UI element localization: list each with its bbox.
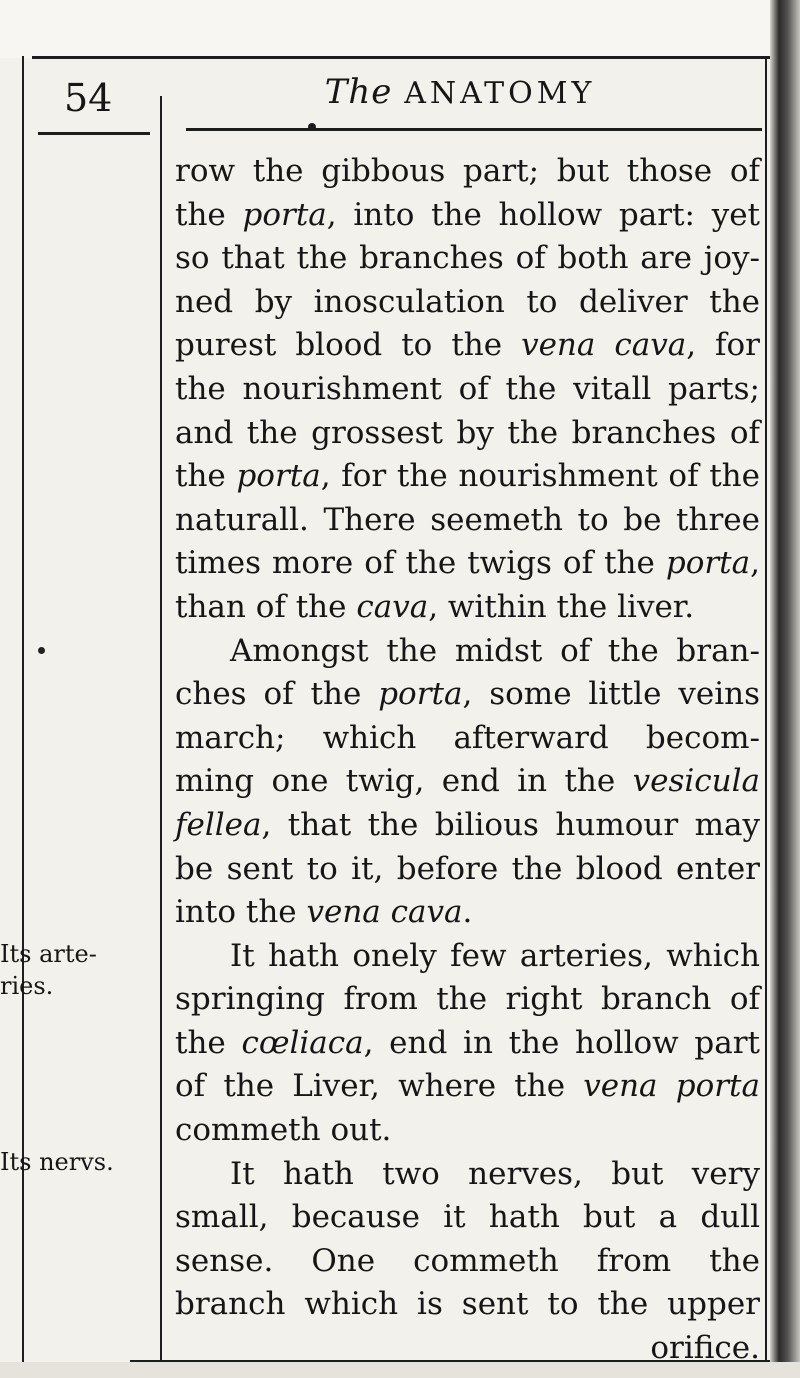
text-segment: the nourishment of the vitall parts;	[175, 370, 760, 407]
body-text	[175, 150, 760, 1371]
text-segment: .	[462, 894, 473, 931]
text-segment: purest blood to the	[175, 327, 522, 364]
text-line	[175, 891, 760, 935]
text-segment: , within the liver.	[428, 588, 695, 625]
text-segment: and the grossest by the branches of	[175, 414, 760, 451]
italic-term: cava	[356, 588, 429, 625]
text-segment: , for the nourishment of the	[320, 458, 760, 495]
margin-note-line: Its nervs.	[0, 1148, 114, 1176]
italic-term: vena cava	[306, 894, 463, 931]
margin-note-nerves	[0, 1146, 150, 1178]
text-segment: springing from the right branch of	[175, 981, 760, 1018]
text-line	[175, 1283, 760, 1327]
italic-term: cœliaca	[241, 1024, 364, 1061]
running-head	[170, 72, 750, 112]
text-segment: ches of the	[175, 676, 379, 713]
text-segment: the	[175, 196, 243, 233]
ink-blot	[38, 647, 45, 654]
paper-top-margin	[0, 0, 800, 58]
text-line	[175, 281, 760, 325]
page-number: 54	[64, 76, 113, 120]
text-segment: , some little veins	[462, 676, 760, 713]
text-line	[175, 324, 760, 368]
text-segment: sense. One commeth from the	[175, 1242, 760, 1279]
running-head-title: ANATOMY	[404, 76, 596, 111]
text-line	[175, 1109, 760, 1153]
margin-column-rule	[160, 96, 162, 1360]
running-head-article: The	[324, 72, 393, 112]
italic-term: vena porta	[583, 1068, 760, 1105]
text-segment: ming one twig, end in the	[175, 763, 633, 800]
text-line	[175, 630, 760, 674]
text-segment: march; which afterward becom-	[175, 719, 760, 756]
text-segment: , for	[686, 327, 760, 364]
text-segment: than of the	[175, 588, 357, 625]
text-line	[175, 499, 760, 543]
text-line	[175, 1022, 760, 1066]
italic-term: fellea	[175, 806, 262, 843]
text-line	[175, 1153, 760, 1197]
text-segment: naturall. There seemeth to be three	[175, 501, 760, 538]
text-segment: It hath onely few arteries, which	[230, 937, 760, 974]
text-line	[175, 586, 760, 630]
text-segment: the	[175, 1024, 242, 1061]
italic-term: porta	[236, 458, 321, 495]
text-segment: It hath two nerves, but very	[230, 1155, 760, 1192]
text-segment: the	[175, 458, 237, 495]
text-line	[175, 717, 760, 761]
text-line	[175, 848, 760, 892]
italic-term: vesicula	[632, 763, 760, 800]
folio-underline	[38, 132, 150, 135]
text-segment: , that the bilious humour may	[261, 806, 760, 843]
frame-top-rule	[32, 56, 770, 59]
italic-term: porta	[665, 545, 751, 582]
text-line	[175, 368, 760, 412]
text-segment: of the Liver, where the	[175, 1068, 584, 1105]
text-line	[175, 150, 760, 194]
running-head-rule	[186, 128, 762, 131]
text-line	[175, 412, 760, 456]
text-segment: commeth out.	[175, 1112, 392, 1149]
italic-term: porta	[242, 196, 327, 233]
ornament-dot	[308, 123, 316, 131]
text-segment: row the gibbous part; but those of	[175, 153, 760, 189]
frame-right-rule	[765, 58, 767, 1362]
italic-term: vena cava	[521, 327, 687, 364]
page-binding-edge	[770, 0, 800, 1378]
text-segment: so that the branches of both are joy-	[175, 240, 760, 277]
text-line	[175, 237, 760, 281]
text-line	[175, 1240, 760, 1284]
margin-note-line: Its arte-	[0, 940, 97, 968]
text-line	[175, 194, 760, 238]
text-segment: be sent to it, before the blood enter	[175, 850, 760, 887]
text-segment: orifice.	[650, 1330, 760, 1367]
text-line	[175, 673, 760, 717]
margin-note-arteries	[0, 938, 150, 1002]
italic-term: porta	[378, 676, 463, 713]
text-line	[175, 1196, 760, 1240]
text-segment: branch which is sent to the upper	[175, 1286, 760, 1323]
text-line	[175, 935, 760, 979]
text-line	[175, 978, 760, 1022]
text-line	[175, 455, 760, 499]
text-segment: ned by inosculation to deliver the	[175, 283, 760, 320]
text-segment: Amongst the midst of the bran-	[230, 632, 760, 669]
text-segment: small, because it hath but a dull	[175, 1199, 760, 1236]
text-line	[175, 542, 760, 586]
text-segment: times more of the twigs of the	[175, 545, 666, 582]
margin-note-line: ries.	[0, 972, 54, 1000]
text-line	[175, 804, 760, 848]
text-segment: , into the hollow part: yet	[326, 196, 761, 233]
text-line	[175, 760, 760, 804]
text-line	[175, 1327, 760, 1371]
text-segment: into the	[175, 894, 307, 931]
text-segment: ,	[750, 545, 760, 582]
text-line	[175, 1065, 760, 1109]
text-segment: , end in the hollow part	[363, 1024, 761, 1061]
